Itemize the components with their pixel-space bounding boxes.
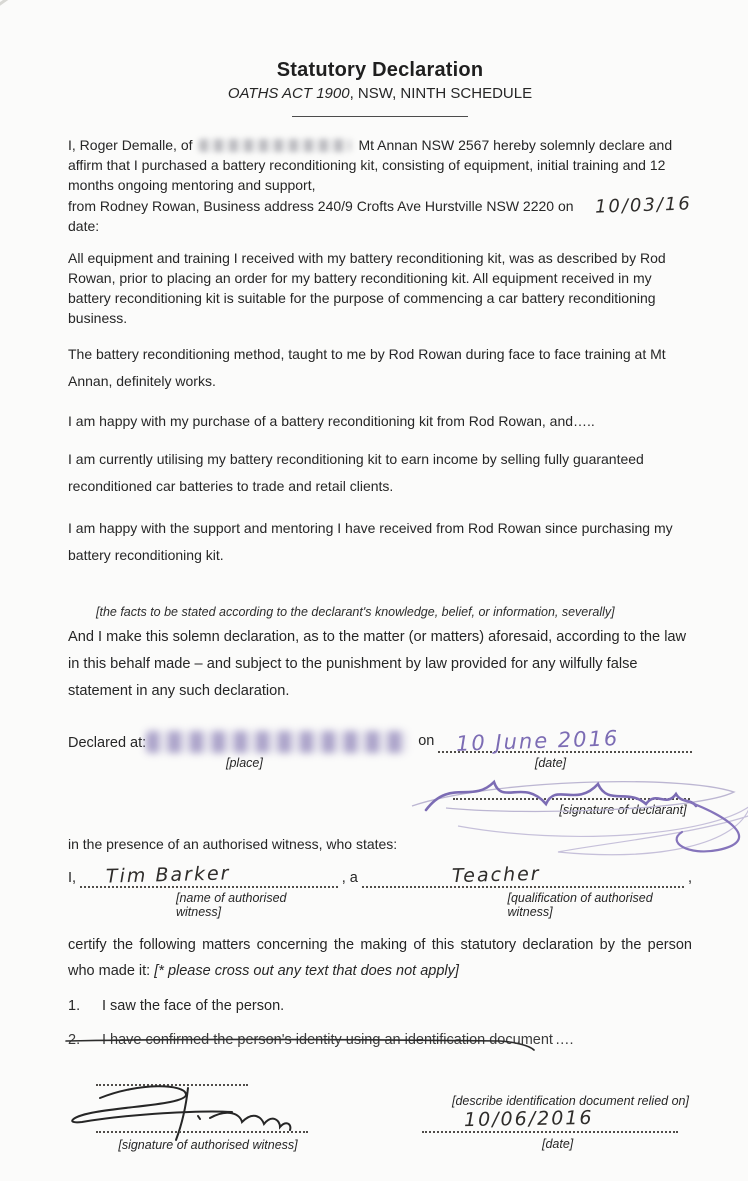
certify-item-2-crossed-out — [68, 1030, 573, 1050]
declared-at-label: Declared at: — [68, 735, 147, 751]
seller-line-text: from Rodney Rowan, Business address 240/9 Crofts Ave Hurstville NSW 2220 on date: — [68, 198, 574, 234]
witness-qualification-caption: [qualification of authorised witness] — [507, 891, 653, 919]
i-label: I, — [68, 870, 77, 886]
witness-name-line — [80, 860, 338, 888]
paragraph-income: I am currently utilising my battery reconditioning kit to earn income by selling fully guaranteed reconditioned car batteries to trade and retail clients. — [68, 451, 644, 494]
facts-note: [the facts to be stated according to the declarant's knowledge, belief, or information, severally] — [96, 605, 615, 619]
item2-trailing-dots: …. — [554, 1032, 574, 1048]
title-divider — [292, 116, 468, 117]
certify-note: [* please cross out any text that does not apply] — [154, 963, 459, 979]
trailing-comma: , — [687, 870, 692, 886]
on-label: on — [418, 733, 435, 749]
paragraph-solemn-declaration: And I make this solemn declaration, as to the matter (or matters) aforesaid, according to the law in this behalf made – and subject to the punishment by law provided for any wilfully false statement in any such declaration. — [68, 629, 687, 699]
declarant-signature-block — [68, 770, 692, 826]
declarant-signature — [398, 748, 748, 868]
paragraph-seller-line — [68, 193, 693, 236]
id-document-caption: [describe identification document relied on] — [452, 1094, 689, 1108]
paragraph-support: I am happy with the support and mentoring I have received from Rod Rowan since purchasing my battery reconditioning kit. — [68, 520, 673, 563]
handwritten-declaration-date: 10 June 2016 — [455, 726, 620, 756]
a-label: , a — [341, 870, 358, 886]
handwritten-witness-qualification: Teacher — [451, 862, 541, 888]
handwritten-purchase-date: 10/03/16 — [594, 193, 693, 218]
paragraph-equipment: All equipment and training I received with my battery reconditioning kit, was as described by Rod Rowan, prior to placing an order for my battery reconditioning kit. All equipment received in my battery reconditioning kit is suitable for the purpose of commencing a car battery reconditioning business. — [68, 250, 666, 326]
witness-name-caption: [name of authorised witness] — [176, 891, 287, 919]
item2-text: I have confirmed the person's identity using an identification document — [102, 1032, 553, 1048]
paragraph-happy-purchase: I am happy with my purchase of a battery reconditioning kit from Rod Rowan, and….. — [68, 413, 595, 429]
witness-date-caption: [date] — [542, 1137, 574, 1151]
subtitle-rest: , NSW, NINTH SCHEDULE — [349, 85, 533, 102]
certify-item-2 — [68, 1030, 573, 1050]
place-caption: [place] — [226, 756, 263, 770]
certify-paragraph — [68, 932, 692, 984]
footer-signature-area — [68, 1076, 692, 1181]
id-document-block — [422, 1076, 692, 1181]
item1-number: 1. — [68, 998, 81, 1014]
item1-text: I saw the face of the person. — [102, 998, 285, 1014]
redacted-address-blur — [199, 139, 351, 152]
presence-line: in the presence of an authorised witness, who states: — [68, 836, 398, 852]
subtitle-act: OATHS ACT 1900 — [227, 85, 350, 102]
declarant-intro-text: I, Roger Demalle, of — [68, 137, 193, 153]
witness-date-line — [422, 1131, 678, 1133]
witness-signature-block — [68, 1076, 398, 1181]
witness-signature-caption: [signature of authorised witness] — [118, 1138, 298, 1152]
handwritten-witness-date: 10/06/2016 — [463, 1106, 594, 1132]
scan-artifact — [0, 0, 34, 12]
certify-item-1 — [68, 996, 692, 1016]
page-subtitle — [68, 84, 692, 104]
certify-text: certify the following matters concerning the making of this statutory declaration by the person who made it: — [68, 937, 692, 979]
item2-number: 2. — [68, 1032, 81, 1048]
date-caption: [date] — [534, 756, 567, 770]
witness-captions — [68, 891, 692, 919]
declarant-intro-cont: Mt Annan NSW 2567 hereby solemnly declare and affirm that I purchased a battery reconditioning kit, consisting of equipment, initial training and 12 months ongoing mentoring and support, — [68, 137, 673, 193]
signature-of-declarant-caption: [signature of declarant] — [559, 803, 687, 817]
handwritten-witness-name: Tim Barker — [105, 862, 231, 888]
paragraph-declarant-intro — [68, 135, 692, 195]
redacted-place-blur — [146, 731, 408, 753]
page-title: Statutory Declaration — [276, 59, 484, 81]
witness-signature-bottom-line — [96, 1131, 308, 1133]
paragraph-method: The battery reconditioning method, taught to me by Rod Rowan during face to face training at Mt Annan, definitely works. — [68, 346, 666, 389]
